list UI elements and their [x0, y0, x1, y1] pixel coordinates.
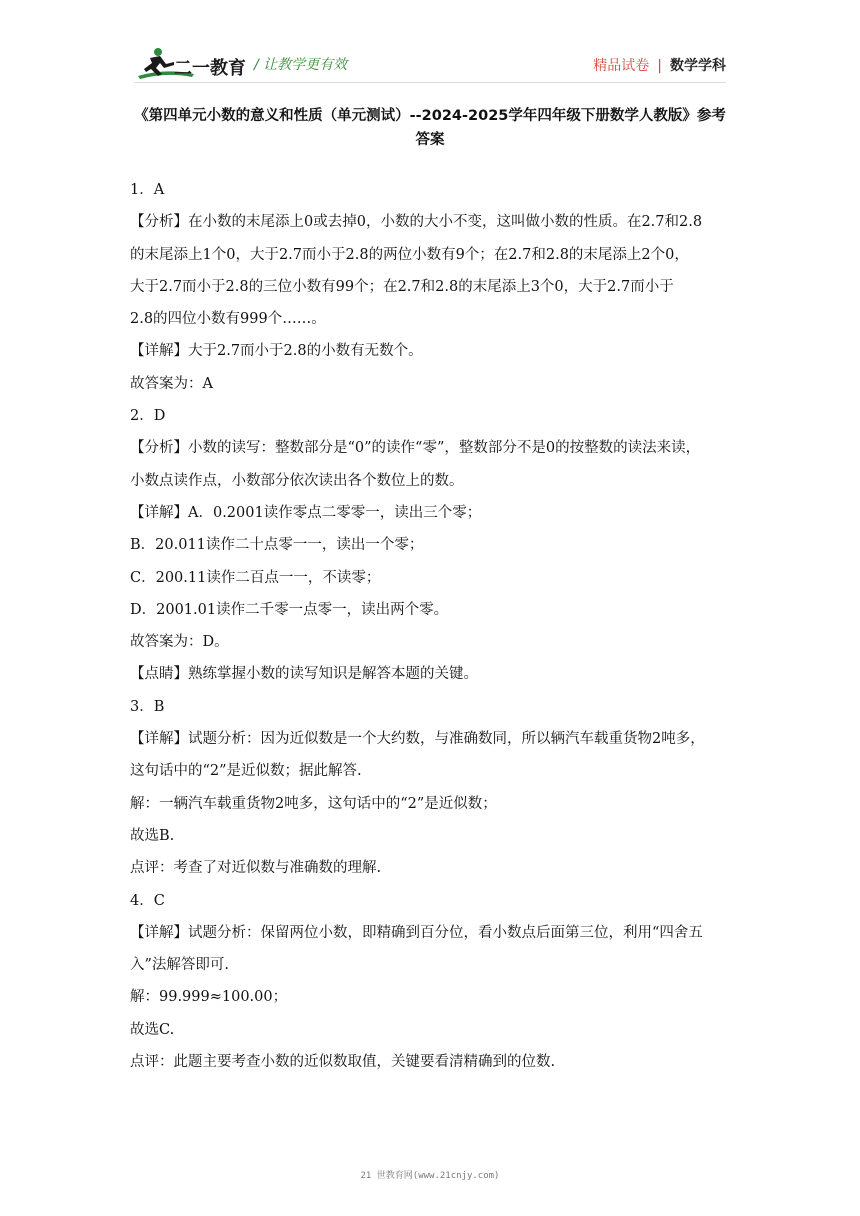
- text-line: 【详解】A．0.2001读作零点二零零一，读出三个零；: [130, 504, 482, 521]
- title-line: 答案: [415, 132, 445, 148]
- premium-paper-label: 精品试卷: [593, 58, 650, 74]
- text-line: 入”法解答即可.: [130, 957, 230, 974]
- text-line: 故选B.: [130, 827, 175, 844]
- text-line: 【分析】在小数的末尾添上0或去掉0，小数的大小不变，这叫做小数的性质。在2.7和2.8: [130, 214, 703, 231]
- text-line: 【详解】试题分析：因为近似数是一个大约数，与准确数同，所以辆汽车载重货物2吨多，: [130, 731, 705, 748]
- page-footer: 21 世教育网(www.21cnjy.com): [360, 1171, 500, 1181]
- text-line: 解：99.999≈100.00；: [130, 989, 288, 1006]
- answer-content: [130, 174, 734, 1078]
- header-labels: [593, 55, 726, 75]
- page-header: [0, 0, 860, 90]
- text-line: 的末尾添上1个0，大于2.7而小于2.8的两位小数有9个；在2.7和2.8的末尾添上2个0，: [130, 246, 689, 263]
- slogan: / 让教学更有效: [254, 57, 348, 73]
- text-line: 2．D: [130, 408, 166, 425]
- text-line: B．20.011读作二十点零一一，读出一个零；: [130, 537, 424, 554]
- text-line: 【详解】大于2.7而小于2.8的小数有无数个。: [130, 343, 423, 360]
- text-line: 故选C.: [130, 1021, 175, 1038]
- runner-logo-icon: [136, 46, 246, 82]
- text-line: 2.8的四位小数有999个……。: [130, 311, 326, 328]
- text-line: 故答案为：A: [130, 375, 213, 392]
- subject-label: 数学学科: [670, 58, 726, 74]
- text-line: 点评：考查了对近似数与准确数的理解.: [130, 860, 382, 877]
- text-line: 故答案为：D。: [130, 634, 229, 651]
- text-line: D．2001.01读作二千零一点零一，读出两个零。: [130, 601, 449, 618]
- text-line: 4．C: [130, 892, 165, 909]
- logo: [136, 46, 246, 82]
- header-divider: [134, 82, 726, 83]
- svg-text:二一教育: 二一教育: [174, 58, 246, 79]
- text-line: 小数点读作点，小数部分依次读出各个数位上的数。: [130, 472, 464, 489]
- text-line: 【分析】小数的读写：整数部分是“0”的读作“零”，整数部分不是0的按整数的读法来读，: [130, 440, 701, 457]
- text-line: 1．A: [130, 182, 165, 198]
- text-line: 这句话中的“2”是近似数；据此解答.: [130, 763, 362, 780]
- header-separator: |: [657, 58, 662, 74]
- text-line: C．200.11读作二百点一一，不读零；: [130, 569, 381, 586]
- text-line: 大于2.7而小于2.8的三位小数有99个；在2.7和2.8的末尾添上3个0，大于2.7而小于: [130, 278, 674, 295]
- text-line: 3．B: [130, 698, 165, 715]
- text-line: 【详解】试题分析：保留两位小数，即精确到百分位，看小数点后面第三位，利用“四舍五: [130, 924, 703, 941]
- document-title: [110, 104, 750, 152]
- text-line: 解：一辆汽车载重货物2吨多，这句话中的“2”是近似数；: [130, 795, 497, 812]
- text-line: 【点睛】熟练掌握小数的读写知识是解答本题的关键。: [130, 666, 478, 683]
- title-line: 《第四单元小数的意义和性质（单元测试）--2024-2025学年四年级下册数学人教版》参考: [134, 108, 726, 124]
- text-line: 点评：此题主要考查小数的近似数取值，关键要看清精确到的位数.: [130, 1054, 556, 1071]
